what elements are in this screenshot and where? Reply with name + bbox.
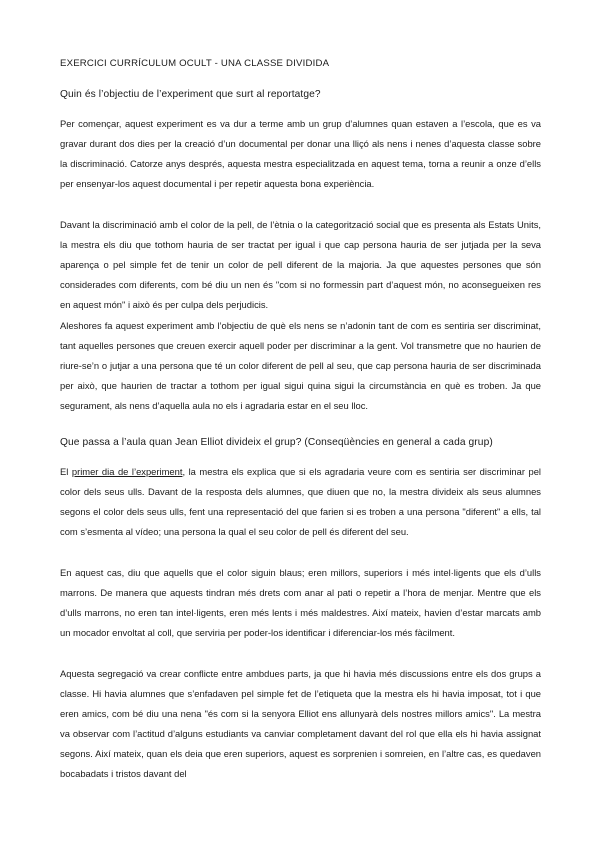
paragraph-4	[60, 462, 541, 542]
paragraph-5: En aquest cas, diu que aquells que el color siguin blaus; eren millors, superiors i més intel·ligents que els d’ulls marrons. De manera que aquests tindran més drets com anar al pati o repetir a l’hora de menjar. Mentre que els d’ulls marrons, no eren tan intel·ligents, eren més lents i més maldestres. Així mateix, havien d’estar marcats amb un mocador envoltat al coll, que serviria per poder-los identificar i diferenciar-los més fàcilment.	[60, 567, 541, 639]
question-2: Que passa a l’aula quan Jean Elliot divideix el grup? (Conseqüències en general a cada grup)	[60, 437, 493, 448]
underlined-phrase: primer dia de l’experiment	[71, 466, 183, 477]
paragraph-2: Davant la discriminació amb el color de la pell, de l’ètnia o la categorització social que es presenta als Estats Units, la mestra els diu que tothom hauria de ser tractat per igual i que cap persona hauria de ser jutjada per la seva aparença o pel simple fet de tenir un color de pell diferent de la majoria. Ja que aquestes persones que són considerades com diferents, com bé diu un nen és "com si no formessin part d’aquest món, no aconsegueixen res en aquest món" i això és per culpa dels perjudicis.	[60, 219, 541, 311]
paragraph-3: Aleshores fa aquest experiment amb l’objectiu de què els nens se n’adonin tant de com es sentiria ser discriminat, tant aquelles persones que creuen exercir aquell poder per discriminar a la gent. Vol transmetre que no haurien de riure-se’n o jutjar a una persona que té un color diferent de pell al seu, que cap persona hauria de ser discriminada per això, que haurien de tractar a tothom per igual sigui quina sigui la circumstància en què es troben. Ja que segurament, als nens d’aquella aula no els i agradaria estar en el seu lloc.	[60, 320, 541, 412]
paragraph-6: Aquesta segregació va crear conflicte entre ambdues parts, ja que hi havia més discussions entre els dos grups a classe. Hi havia alumnes que s’enfadaven pel simple fet de l’etiqueta que la mestra els hi havia imposat, tot i que eren amics, com bé diu una nena "és com si la senyora Elliot ens allunyarà dels nostres millors amics". La mestra va observar com l’actitud d’alguns estudiants va canviar completament davant del rol que ella els hi havia assignat segons. Així mateix, quan els deia que eren superiors, aquest es sorprenien i somreien, en l’altre cas, es quedaven bocabadats i tristos davant del	[60, 668, 541, 780]
paragraph-4-prefix: El	[60, 466, 72, 477]
document-title: EXERCICI CURRÍCULUM OCULT - UNA CLASSE DIVIDIDA	[60, 58, 330, 69]
paragraph-1: Per començar, aquest experiment es va dur a terme amb un grup d’alumnes quan estaven a l’escola, que es va gravar durant dos dies per la creació d’un documental per donar una lliçó als nens i nenes d’aquesta classe sobre la discriminació. Catorze anys després, aquesta mestra especialitzada en aquest tema, torna a reunir a onze d’ells per ensenyar-los aquest documental i per repetir aquesta bona experiència.	[60, 118, 541, 190]
paragraph-4-rest: , la mestra els explica que si els agradaria veure com es sentiria ser discriminar pel color dels seus ulls. Davant de la resposta dels alumnes, que diuen que no, la mestra divideix als seus alumnes segons el color dels seus ulls, fent una representació del que farien si es troben a una persona "diferent" a ells, tal com s’esmenta al vídeo; una persona la qual el seu color de pell és diferent del seu.	[60, 466, 542, 538]
question-1: Quin és l’objectiu de l’experiment que surt al reportatge?	[60, 89, 321, 100]
